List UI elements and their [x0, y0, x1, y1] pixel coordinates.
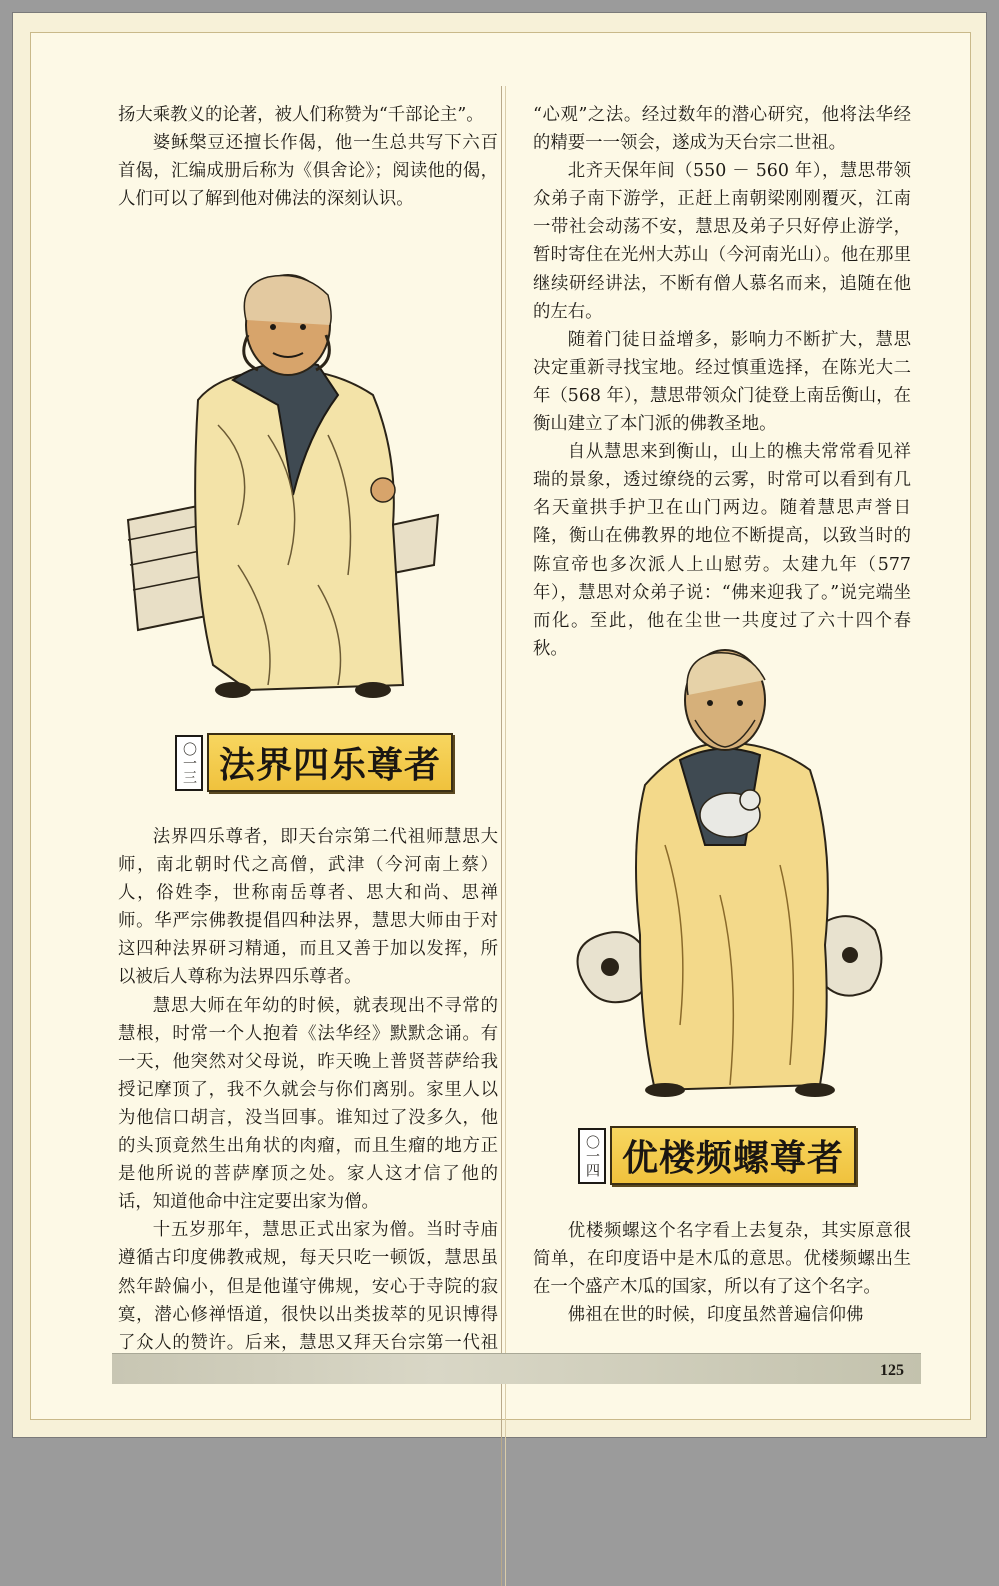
left-column-top-text — [118, 101, 498, 213]
paragraph: 佛祖在世的时候，印度虽然普遍信仰佛 — [567, 1305, 864, 1326]
left-column-bottom-text — [118, 823, 498, 1385]
arhat-illustration-holding-animal — [570, 645, 890, 1100]
section-number: 〇一三 — [175, 735, 203, 791]
right-column-top-text — [533, 101, 911, 663]
footer-band — [112, 1353, 921, 1384]
paragraph: 十五岁那年，慧思正式出家为僧。当时寺庙遵循古印度佛教戒规，每天只吃一顿饭，慧思虽然年龄偏小，但是他谨守佛规，安心于寺院的寂寞，潜心修禅悟道，很快以出类拔萃的见识博得了众人的赞许。后来，慧思又拜天台宗第一代祖 — [118, 1220, 498, 1353]
section-title: 法界四乐尊者 — [207, 733, 453, 792]
paragraph: 北齐天保年间（550 － 560 年），慧思带领众弟子南下游学，正赶上南朝梁刚刚覆灭，江南一带社会动荡不安，慧思及弟子只好停止游学，暂时寄住在光州大苏山（今河南光山）。他在那里继续研经讲法，不断有僧人慕名而来，追随在他的左右。 — [533, 161, 911, 322]
page-number: 125 — [880, 1362, 904, 1379]
paragraph: 婆稣槃豆还擅长作偈，他一生总共写下六百首偈，汇编成册后称为《俱舍论》；阅读他的偈，人们可以了解到他对佛法的深刻认识。 — [118, 133, 498, 210]
paragraph: 随着门徒日益增多，影响力不断扩大，慧思决定重新寻找宝地。经过慎重选择，在陈光大二年（568 年），慧思带领众门徒登上南岳衡山，在衡山建立了本门派的佛教圣地。 — [533, 329, 911, 435]
paragraph: 扬大乘教义的论著，被人们称赞为“千部论主”。 — [118, 105, 484, 125]
section-title: 优楼频螺尊者 — [610, 1126, 856, 1185]
paragraph: 慧思大师在年幼的时候，就表现出不寻常的慧根，时常一个人抱着《法华经》默默念诵。有一天，他突然对父母说，昨天晚上普贤菩萨给我授记摩顶了，我不久就会与你们离别。家里人以为他信口胡言，没当回事。谁知过了没多久，他的头顶竟然生出角状的肉瘤，而且生瘤的地方正是他所说的菩萨摩顶之处。家人这才信了他的话，知道他命中注定要出家为僧。 — [118, 995, 498, 1213]
section-title-014 — [578, 1126, 856, 1185]
paragraph: 法界四乐尊者，即天台宗第二代祖师慧思大师，南北朝时代之高僧，武津（今河南上蔡）人，俗姓李，世称南岳尊者、思大和尚、思禅师。华严宗佛教提倡四种法界，慧思大师由于对这四种法界研习精通，而且又善于加以发挥，所以被后人尊称为法界四乐尊者。 — [118, 827, 498, 988]
section-number: 〇一四 — [578, 1128, 606, 1184]
paragraph: 优楼频螺这个名字看上去复杂，其实原意很简单，在印度语中是木瓜的意思。优楼频螺出生在一个盛产木瓜的国家，所以有了这个名字。 — [533, 1221, 911, 1298]
right-column-bottom-text — [533, 1217, 911, 1329]
arhat-illustration-seated — [118, 265, 448, 715]
section-title-013 — [175, 733, 453, 792]
paragraph: 自从慧思来到衡山，山上的樵夫常常看见祥瑞的景象，透过缭绕的云雾，时常可以看到有几名天童拱手护卫在山门两边。随着慧思声誉日隆，衡山在佛教界的地位不断提高，以致当时的陈宣帝也多次派人上山慰劳。太建九年（577 年），慧思对众弟子说：“佛来迎我了。”说完端坐而化。至此，他在尘世一共度过了六十四个春秋。 — [533, 442, 911, 659]
paragraph: “心观”之法。经过数年的潜心研究，他将法华经的精要一一领会，遂成为天台宗二世祖。 — [533, 105, 911, 154]
